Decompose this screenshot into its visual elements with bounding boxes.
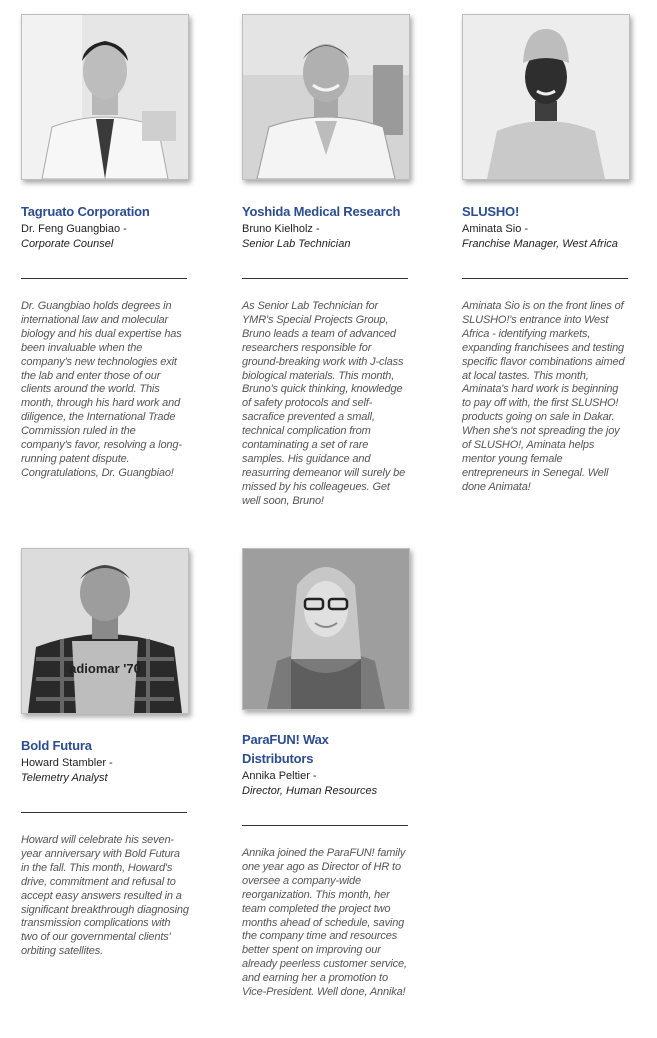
employee-role: Director, Human Resources <box>242 785 378 797</box>
divider <box>21 812 187 813</box>
portrait-woman-glasses-image <box>243 549 409 709</box>
divider <box>242 825 408 826</box>
divider <box>21 278 187 279</box>
portrait-photo <box>462 14 630 180</box>
divider <box>462 278 628 279</box>
portrait-man-lab-coat-image <box>22 15 188 179</box>
profile-card-bold-futura <box>21 548 189 959</box>
portrait-photo <box>21 548 189 714</box>
employee-name: Howard Stambler - <box>21 757 113 769</box>
shirt-print-text: adiomar '70 <box>69 661 141 676</box>
profile-description: Howard will celebrate his seven-year anniversary with Bold Futura in the fall. This month, Howard's drive, commitment and refusal to accept easy answers resulted in a significant breakthrough diagnosing transmission complications with two of our governmental clients' orbiting satellites. <box>21 834 189 958</box>
company-name: ParaFUN! Wax Distributors <box>242 732 329 766</box>
employee-role: Senior Lab Technician <box>242 238 351 250</box>
company-name: Bold Futura <box>21 738 92 753</box>
company-name: SLUSHO! <box>462 204 520 219</box>
portrait-man-plaid-shirt-image <box>22 549 188 713</box>
portrait-woman-knit-cap-image <box>463 15 629 179</box>
profile-description: As Senior Lab Technician for YMR's Special Projects Group, Bruno leads a team of advanced researchers responsible for ground-breaking work with J-class biological materials. This month, Bruno's quick thinking, knowledge of safety protocols and self-sacrafice prevented a small, technical complication from contaminating a set of rare samples. His guidance and reasurring demeanor will surely be missed by his colleageues. Get well soon, Bruno! <box>242 300 406 507</box>
profile-description: Aminata Sio is on the front lines of SLUSHO!'s entrance into West Africa - identifying markets, expanding franchisees and testing specific flavor combinations aimed at local tastes. This month, Aminata's hard work is beginning to pay off with, the first SLUSHO! products going on sale in Dakar. When she's not spreading the joy of SLUSHO!, Aminata helps mentor young female entrepreneurs in Senegal. Well done Animata! <box>462 300 625 493</box>
profile-card-yoshida <box>242 14 410 509</box>
portrait-smiling-man-image <box>243 15 409 179</box>
employee-name: Dr. Feng Guangbiao - <box>21 223 127 235</box>
profile-card-slusho <box>462 14 630 495</box>
employee-role: Telemetry Analyst <box>21 772 108 784</box>
company-name: Tagruato Corporation <box>21 204 150 219</box>
profile-description: Dr. Guangbiao holds degrees in international law and molecular biology and his dual expertise has been invaluable when the company's new technologies exit the lab and enter those of our clients around the world. This month, through his hard work and diligence, the International Trade Commission ruled in the company's favor, resolving a long-running patent dispute. Congratulations, Dr. Guangbiao! <box>21 300 182 479</box>
employee-name: Annika Peltier - <box>242 770 317 782</box>
company-name: Yoshida Medical Research <box>242 204 401 219</box>
portrait-photo <box>242 14 410 180</box>
profile-card-parafun <box>242 548 410 1000</box>
divider <box>242 278 408 279</box>
profile-description: Annika joined the ParaFUN! family one year ago as Director of HR to oversee a company-wide reorganization. This month, her team completed the project two months ahead of schedule, saving the company time and resources better spent on improving our already peerless customer service, and earning her a promotion to Vice-President. Well done, Annika! <box>242 847 407 999</box>
portrait-photo <box>242 548 410 710</box>
portrait-photo <box>21 14 189 180</box>
employee-name: Aminata Sio - <box>462 223 529 235</box>
employee-name: Bruno Kielholz - <box>242 223 320 235</box>
profile-card-tagruato <box>21 14 189 481</box>
employee-role: Franchise Manager, West Africa <box>462 238 618 250</box>
employee-role: Corporate Counsel <box>21 238 114 250</box>
